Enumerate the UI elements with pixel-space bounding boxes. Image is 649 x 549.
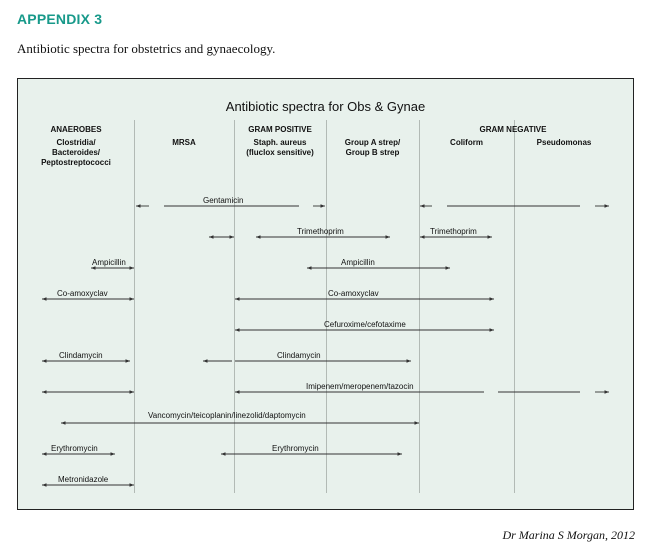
label-clindamycin-1: Clindamycin	[59, 351, 103, 360]
appendix-heading: APPENDIX 3	[17, 11, 103, 27]
header-anaerobes-line3: Peptostreptococci	[41, 158, 111, 167]
figure-caption: Antibiotic spectra for obstetrics and gynaecology.	[17, 41, 276, 56]
label-imipenem: Imipenem/meropenem/tazocin	[306, 382, 414, 391]
header-coliform-label: Coliform	[450, 138, 483, 147]
antibiotic-spectra-chart	[17, 78, 634, 510]
label-coamoxyclav-2: Co-amoxyclav	[328, 289, 379, 298]
label-metronidazole: Metronidazole	[58, 475, 109, 484]
header-staph-line2: (fluclox sensitive)	[246, 148, 314, 157]
author-credit: Dr Marina S Morgan, 2012	[502, 528, 635, 542]
label-vancomycin: Vancomycin/teicoplanin/linezolid/daptomycin	[148, 411, 306, 420]
header-gram-positive-label: GRAM POSITIVE	[248, 125, 312, 134]
label-cefuroxime: Cefuroxime/cefotaxime	[324, 320, 406, 329]
label-ampicillin-1: Ampicillin	[92, 258, 126, 267]
label-coamoxyclav-1: Co-amoxyclav	[57, 289, 108, 298]
header-strep-line2: Group B strep	[345, 148, 400, 157]
header-strep-line1: Group A strep/	[344, 138, 401, 147]
header-anaerobes-line2: Bacteroides/	[51, 148, 101, 157]
header-anaerobes-group: ANAEROBES	[50, 125, 102, 134]
header-gram-negative-label: GRAM NEGATIVE	[479, 125, 547, 134]
chart-title: Antibiotic spectra for Obs & Gynae	[225, 99, 426, 114]
label-trimethoprim-2: Trimethoprim	[430, 227, 477, 236]
label-ampicillin-2: Ampicillin	[341, 258, 375, 267]
spectrum-arrows	[18, 79, 635, 511]
header-pseudomonas-label: Pseudomonas	[536, 138, 592, 147]
header-anaerobes-line1: Clostridia/	[56, 138, 96, 147]
label-erythromycin-1: Erythromycin	[51, 444, 98, 453]
label-gentamicin: Gentamicin	[203, 196, 244, 205]
header-mrsa-label: MRSA	[172, 138, 196, 147]
label-trimethoprim-1: Trimethoprim	[297, 227, 344, 236]
label-clindamycin-2: Clindamycin	[277, 351, 321, 360]
label-erythromycin-2: Erythromycin	[272, 444, 319, 453]
header-staph-line1: Staph. aureus	[253, 138, 307, 147]
